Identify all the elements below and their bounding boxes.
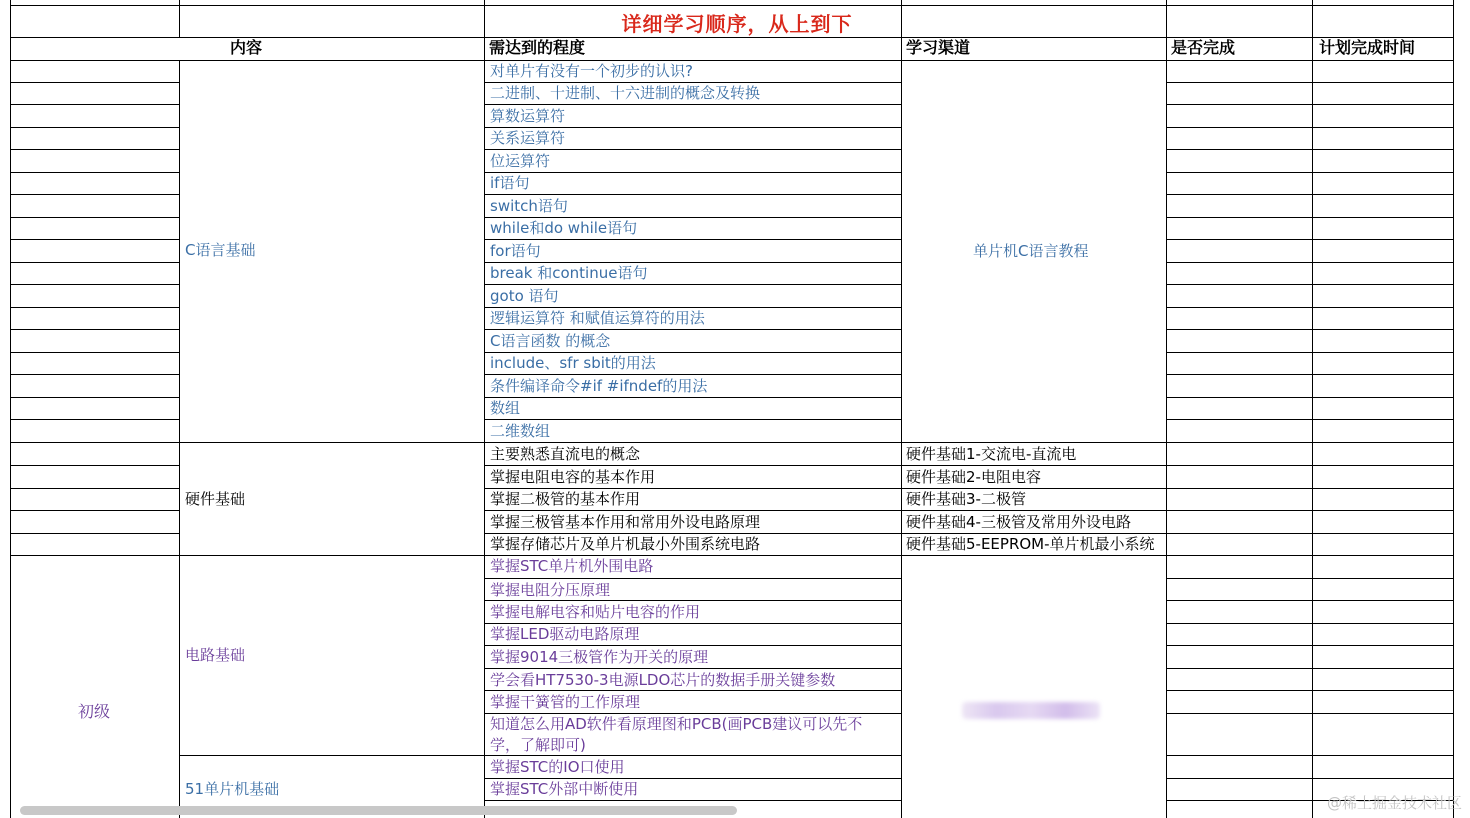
- grid-line: [901, 442, 1167, 443]
- grid-line: [1166, 555, 1454, 556]
- header-level-required[interactable]: 需达到的程度: [489, 38, 586, 57]
- grid-line: [1166, 127, 1454, 128]
- group-hardware-basics[interactable]: 硬件基础: [185, 490, 246, 508]
- sheet-title: 详细学习顺序，从上到下: [621, 12, 853, 36]
- grid-line: [10, 284, 180, 285]
- grid-line: [1166, 578, 1454, 579]
- grid-line: [10, 0, 11, 818]
- grid-line: [1166, 419, 1454, 420]
- requirement-cell[interactable]: 位运算符: [490, 152, 551, 170]
- grid-line: [1166, 329, 1454, 330]
- grid-line: [10, 488, 180, 489]
- requirement-cell[interactable]: 掌握二极管的基本作用: [490, 490, 641, 508]
- requirement-cell[interactable]: 掌握STC外部中断使用: [490, 780, 639, 798]
- group-c-basics[interactable]: C语言基础: [185, 241, 256, 259]
- requirement-cell[interactable]: 掌握三极管基本作用和常用外设电路原理: [490, 513, 761, 531]
- grid-line: [484, 0, 485, 818]
- requirement-cell[interactable]: 掌握STC单片机外围电路: [490, 557, 654, 575]
- grid-line: [10, 82, 180, 83]
- grid-line: [484, 194, 902, 195]
- grid-line: [1453, 0, 1454, 818]
- grid-line: [1166, 307, 1454, 308]
- channel-c-tutorial[interactable]: 单片机C语言教程: [973, 242, 1089, 260]
- requirement-cell[interactable]: 掌握9014三极管作为开关的原理: [490, 648, 709, 666]
- requirement-cell[interactable]: if语句: [490, 174, 530, 192]
- scrollbar-thumb[interactable]: [20, 806, 737, 815]
- grid-line: [10, 60, 1454, 61]
- grid-line: [1166, 645, 1454, 646]
- grid-line: [1166, 352, 1454, 353]
- grid-line: [1166, 713, 1454, 714]
- requirement-cell[interactable]: 算数运算符: [490, 107, 566, 125]
- grid-line: [10, 397, 180, 398]
- requirement-cell[interactable]: 二维数组: [490, 422, 551, 440]
- grid-line: [179, 755, 485, 756]
- channel-cell[interactable]: 硬件基础3-二极管: [906, 490, 1026, 508]
- grid-line: [1166, 510, 1454, 511]
- grid-line: [1166, 172, 1454, 173]
- requirement-cell[interactable]: 掌握电解电容和贴片电容的作用: [490, 603, 701, 621]
- requirement-cell[interactable]: 数组: [490, 399, 521, 417]
- grid-line: [10, 307, 180, 308]
- grid-line: [484, 465, 902, 466]
- grid-line: [10, 374, 180, 375]
- grid-line: [10, 465, 180, 466]
- group-circuit-basics[interactable]: 电路基础: [185, 646, 246, 664]
- grid-line: [179, 442, 485, 443]
- grid-line: [1166, 149, 1454, 150]
- requirement-cell[interactable]: 条件编译命令#if #ifndef的用法: [490, 377, 708, 395]
- grid-line: [484, 149, 902, 150]
- grid-line: [484, 442, 902, 443]
- grid-line: [1166, 533, 1454, 534]
- watermark: @稀土掘金技术社区: [1326, 794, 1462, 812]
- grid-line: [1166, 262, 1454, 263]
- requirement-cell[interactable]: 关系运算符: [490, 129, 566, 147]
- grid-line: [10, 533, 180, 534]
- grid-line: [484, 510, 902, 511]
- grid-line: [484, 668, 902, 669]
- requirement-cell[interactable]: 掌握LED驱动电路原理: [490, 625, 640, 643]
- grid-line: [901, 0, 902, 818]
- grid-line: [179, 60, 180, 818]
- requirement-cell[interactable]: for语句: [490, 242, 541, 260]
- grid-line: [10, 217, 180, 218]
- grid-line: [484, 800, 902, 801]
- grid-line: [10, 127, 180, 128]
- grid-line: [10, 555, 180, 556]
- grid-line: [484, 419, 902, 420]
- requirement-cell[interactable]: include、sfr sbit的用法: [490, 354, 656, 372]
- grid-line: [901, 465, 1167, 466]
- grid-line: [484, 329, 902, 330]
- requirement-cell[interactable]: switch语句: [490, 197, 568, 215]
- channel-cell[interactable]: 硬件基础2-电阻电容: [906, 468, 1041, 486]
- grid-line: [1166, 374, 1454, 375]
- requirement-cell[interactable]: 对单片有没有一个初步的认识?: [490, 62, 693, 80]
- grid-line: [10, 149, 180, 150]
- requirement-cell[interactable]: goto 语句: [490, 287, 559, 305]
- grid-line: [484, 755, 902, 756]
- channel-cell[interactable]: 硬件基础4-三极管及常用外设电路: [906, 513, 1131, 531]
- grid-line: [1166, 442, 1454, 443]
- grid-line: [1166, 668, 1454, 669]
- grid-line: [484, 578, 902, 579]
- grid-line: [484, 397, 902, 398]
- grid-line: [901, 510, 1167, 511]
- channel-cell[interactable]: 硬件基础5-EEPROM-单片机最小系统: [906, 535, 1155, 553]
- grid-line: [10, 104, 180, 105]
- grid-line: [10, 194, 180, 195]
- grid-line: [179, 555, 485, 556]
- grid-line: [10, 172, 180, 173]
- requirement-cell[interactable]: 二进制、十进制、十六进制的概念及转换: [490, 84, 761, 102]
- grid-line: [1166, 465, 1454, 466]
- grid-line: [10, 262, 180, 263]
- header-channel[interactable]: 学习渠道: [906, 38, 971, 57]
- requirement-cell[interactable]: C语言函数 的概念: [490, 332, 611, 350]
- requirement-cell[interactable]: 掌握电阻分压原理: [490, 581, 611, 599]
- grid-line: [10, 419, 180, 420]
- grid-line: [10, 442, 180, 443]
- grid-line: [1166, 600, 1454, 601]
- header-content[interactable]: 内容: [230, 38, 263, 57]
- grid-line: [484, 645, 902, 646]
- grid-line: [1166, 239, 1454, 240]
- grid-line: [901, 555, 1167, 556]
- grid-line: [1312, 0, 1313, 818]
- grid-line: [10, 239, 180, 240]
- grid-line: [10, 5, 1454, 6]
- requirement-cell[interactable]: 掌握电阻电容的基本作用: [490, 468, 656, 486]
- level-label[interactable]: 初级: [78, 702, 111, 721]
- grid-line: [1166, 778, 1454, 779]
- grid-line: [10, 37, 1454, 38]
- grid-line: [484, 284, 902, 285]
- requirement-cell[interactable]: 逻辑运算符 和赋值运算符的用法: [490, 309, 705, 327]
- channel-cell[interactable]: 硬件基础1-交流电-直流电: [906, 445, 1077, 463]
- requirement-cell[interactable]: 掌握STC的IO口使用: [490, 758, 625, 776]
- requirement-cell[interactable]: 学会看HT7530-3电源LDO芯片的数据手册关键参数: [490, 671, 836, 689]
- grid-line: [1166, 690, 1454, 691]
- requirement-cell[interactable]: 知道怎么用AD软件看原理图和PCB(画PCB建议可以先不: [490, 715, 863, 733]
- grid-line: [1166, 623, 1454, 624]
- header-plan-time[interactable]: 计划完成时间: [1319, 38, 1416, 57]
- requirement-cell[interactable]: 掌握存储芯片及单片机最小外围系统电路: [490, 535, 761, 553]
- grid-line: [1166, 82, 1454, 83]
- blurred-channel-cell: [962, 702, 1100, 719]
- requirement-cell[interactable]: while和do while语句: [490, 219, 638, 237]
- grid-line: [1166, 755, 1454, 756]
- requirement-cell[interactable]: 掌握干簧管的工作原理: [490, 693, 641, 711]
- grid-line: [484, 374, 902, 375]
- grid-line: [1166, 104, 1454, 105]
- grid-line: [1166, 397, 1454, 398]
- grid-line: [484, 104, 902, 105]
- grid-line: [1166, 217, 1454, 218]
- grid-line: [10, 352, 180, 353]
- grid-line: [1166, 284, 1454, 285]
- grid-line: [10, 329, 180, 330]
- requirement-cell[interactable]: break 和continue语句: [490, 264, 648, 282]
- grid-line: [484, 239, 902, 240]
- requirement-cell[interactable]: 学，了解即可): [490, 736, 586, 754]
- grid-line: [1166, 0, 1167, 818]
- grid-line: [484, 172, 902, 173]
- grid-line: [10, 510, 180, 511]
- grid-line: [484, 690, 902, 691]
- grid-line: [1166, 488, 1454, 489]
- grid-line: [484, 600, 902, 601]
- grid-line: [1166, 194, 1454, 195]
- header-completed[interactable]: 是否完成: [1171, 38, 1236, 57]
- group-mcu51-basics[interactable]: 51单片机基础: [185, 780, 280, 798]
- requirement-cell[interactable]: 主要熟悉直流电的概念: [490, 445, 641, 463]
